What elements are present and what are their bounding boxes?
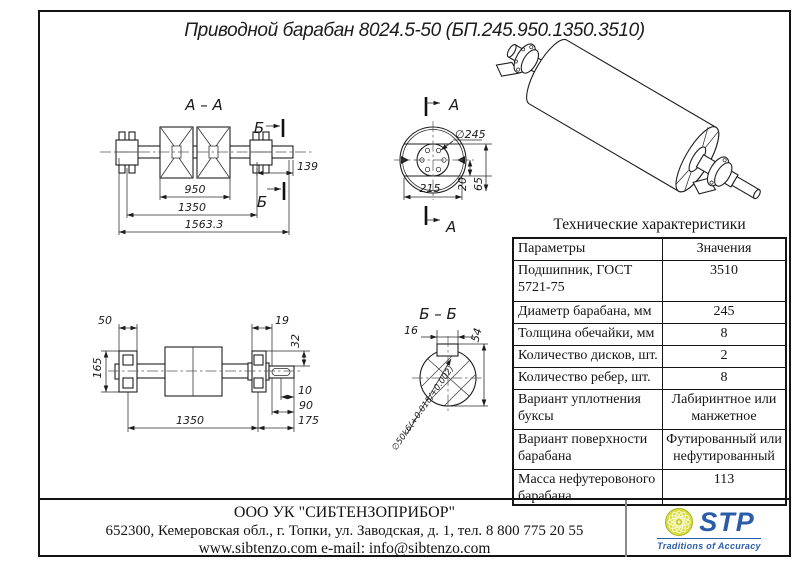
value-cell: 3510 [710,263,738,278]
value-cell: 113 [713,472,735,487]
svg-text:16: 16 [404,324,418,337]
mark-a-bottom-label: А [446,218,457,236]
param-cell: Вариант поверхности барабана [514,430,663,469]
param-cell: Масса нефутеровоного барабана [514,470,663,504]
value-cell: Футированный или нефутированный [666,432,782,464]
svg-text:19: 19 [275,314,289,327]
side-bearing-left [115,351,137,392]
value-cell: 8 [720,370,728,385]
svg-text:1350: 1350 [178,201,206,214]
dim-1350-side [128,392,258,432]
dim-16 [404,324,474,344]
table-title: Технические характеристики [553,216,746,233]
section-bb-label: Б – Б [419,305,457,323]
svg-text:1350: 1350 [176,414,204,427]
section-mark-a-bottom [426,206,456,236]
stp-logo-text: STP [699,507,755,537]
svg-text:54: 54 [468,326,485,344]
value-cell: 8 [720,326,728,341]
svg-text:65: 65 [472,177,485,191]
specs-table [512,237,787,506]
value-cell: 245 [713,304,735,319]
svg-text:950: 950 [184,183,206,196]
col-header-value: Значения [696,241,752,256]
mark-b-top-label: Б [253,119,265,137]
section-aa-label: А – А [185,96,223,114]
keyway-bb [437,344,458,356]
table-header-row [514,239,785,261]
table-row [514,302,785,324]
mark-b-bottom-label: Б [256,193,268,211]
mark-a-top-label: А [449,96,460,114]
company-address: 652300, Кемеровская обл., г. Топки, ул. Заводская, д. 1, тел. 8 800 775 20 55 [105,523,584,539]
param-cell: Подшипник, ГОСТ 5721-75 [514,261,663,301]
svg-text:32: 32 [289,334,302,348]
param-cell: Количество ребер, шт. [514,368,663,389]
table-row [514,368,785,390]
view-end-circle [394,96,492,236]
svg-text:175: 175 [298,414,319,427]
table-row [514,261,785,302]
view-section-bb [390,305,488,453]
table-row [514,346,785,368]
svg-text:50: 50 [98,314,112,327]
dim-175 [258,414,319,428]
svg-text:165: 165 [91,357,104,379]
view-section-aa [100,96,318,235]
table-row [514,390,785,430]
company-name: ООО УК "СИБТЕНЗОПРИБОР" [233,504,456,521]
dim-50 [98,314,137,351]
svg-text:20: 20 [456,177,469,191]
value-cell: Лабиринтное или манжетное [671,392,777,424]
stp-logo-tagline: Traditions of Accuracy [657,538,761,551]
drawing-title: Приводной барабан 8024.5-50 (БП.245.950.1350.3510) [184,20,645,41]
view-isometric [488,16,778,227]
svg-text:215: 215 [419,182,441,195]
svg-text:∅245: ∅245 [455,128,486,141]
view-side [91,314,319,432]
svg-text:139: 139 [297,160,318,173]
svg-text:10: 10 [298,384,312,397]
col-header-param: Параметры [514,239,663,260]
dim-215 [404,178,462,200]
table-row [514,430,785,470]
bearing-right-aa [250,132,272,173]
company-contacts: www.sibtenzo.com e-mail: info@sibtenzo.com [198,540,491,557]
svg-text:1563.3: 1563.3 [184,218,224,231]
stp-logo [657,506,761,551]
dim-32 [266,334,310,366]
company-info [38,500,625,557]
svg-text:90: 90 [299,399,313,412]
side-drum [165,347,222,396]
stp-flower-icon [663,506,695,538]
param-cell: Вариант уплотнения буксы [514,390,663,429]
section-mark-a-top [426,96,459,116]
dim-54 [448,327,488,406]
value-cell: 2 [720,348,728,363]
param-cell: Толщина обечайки, мм [514,324,663,345]
param-cell: Диаметр барабана, мм [514,302,663,323]
section-mark-b-bottom [257,182,284,211]
svg-text:∅50k6(+0.018/+0.002): ∅50k6(+0.018/+0.002) [390,364,457,453]
title-block-footer [38,498,791,557]
logo-cell [625,500,791,557]
dim-950 [160,178,230,200]
table-row [514,324,785,346]
param-cell: Количество дисков, шт. [514,346,663,367]
side-bearing-right [248,351,269,392]
